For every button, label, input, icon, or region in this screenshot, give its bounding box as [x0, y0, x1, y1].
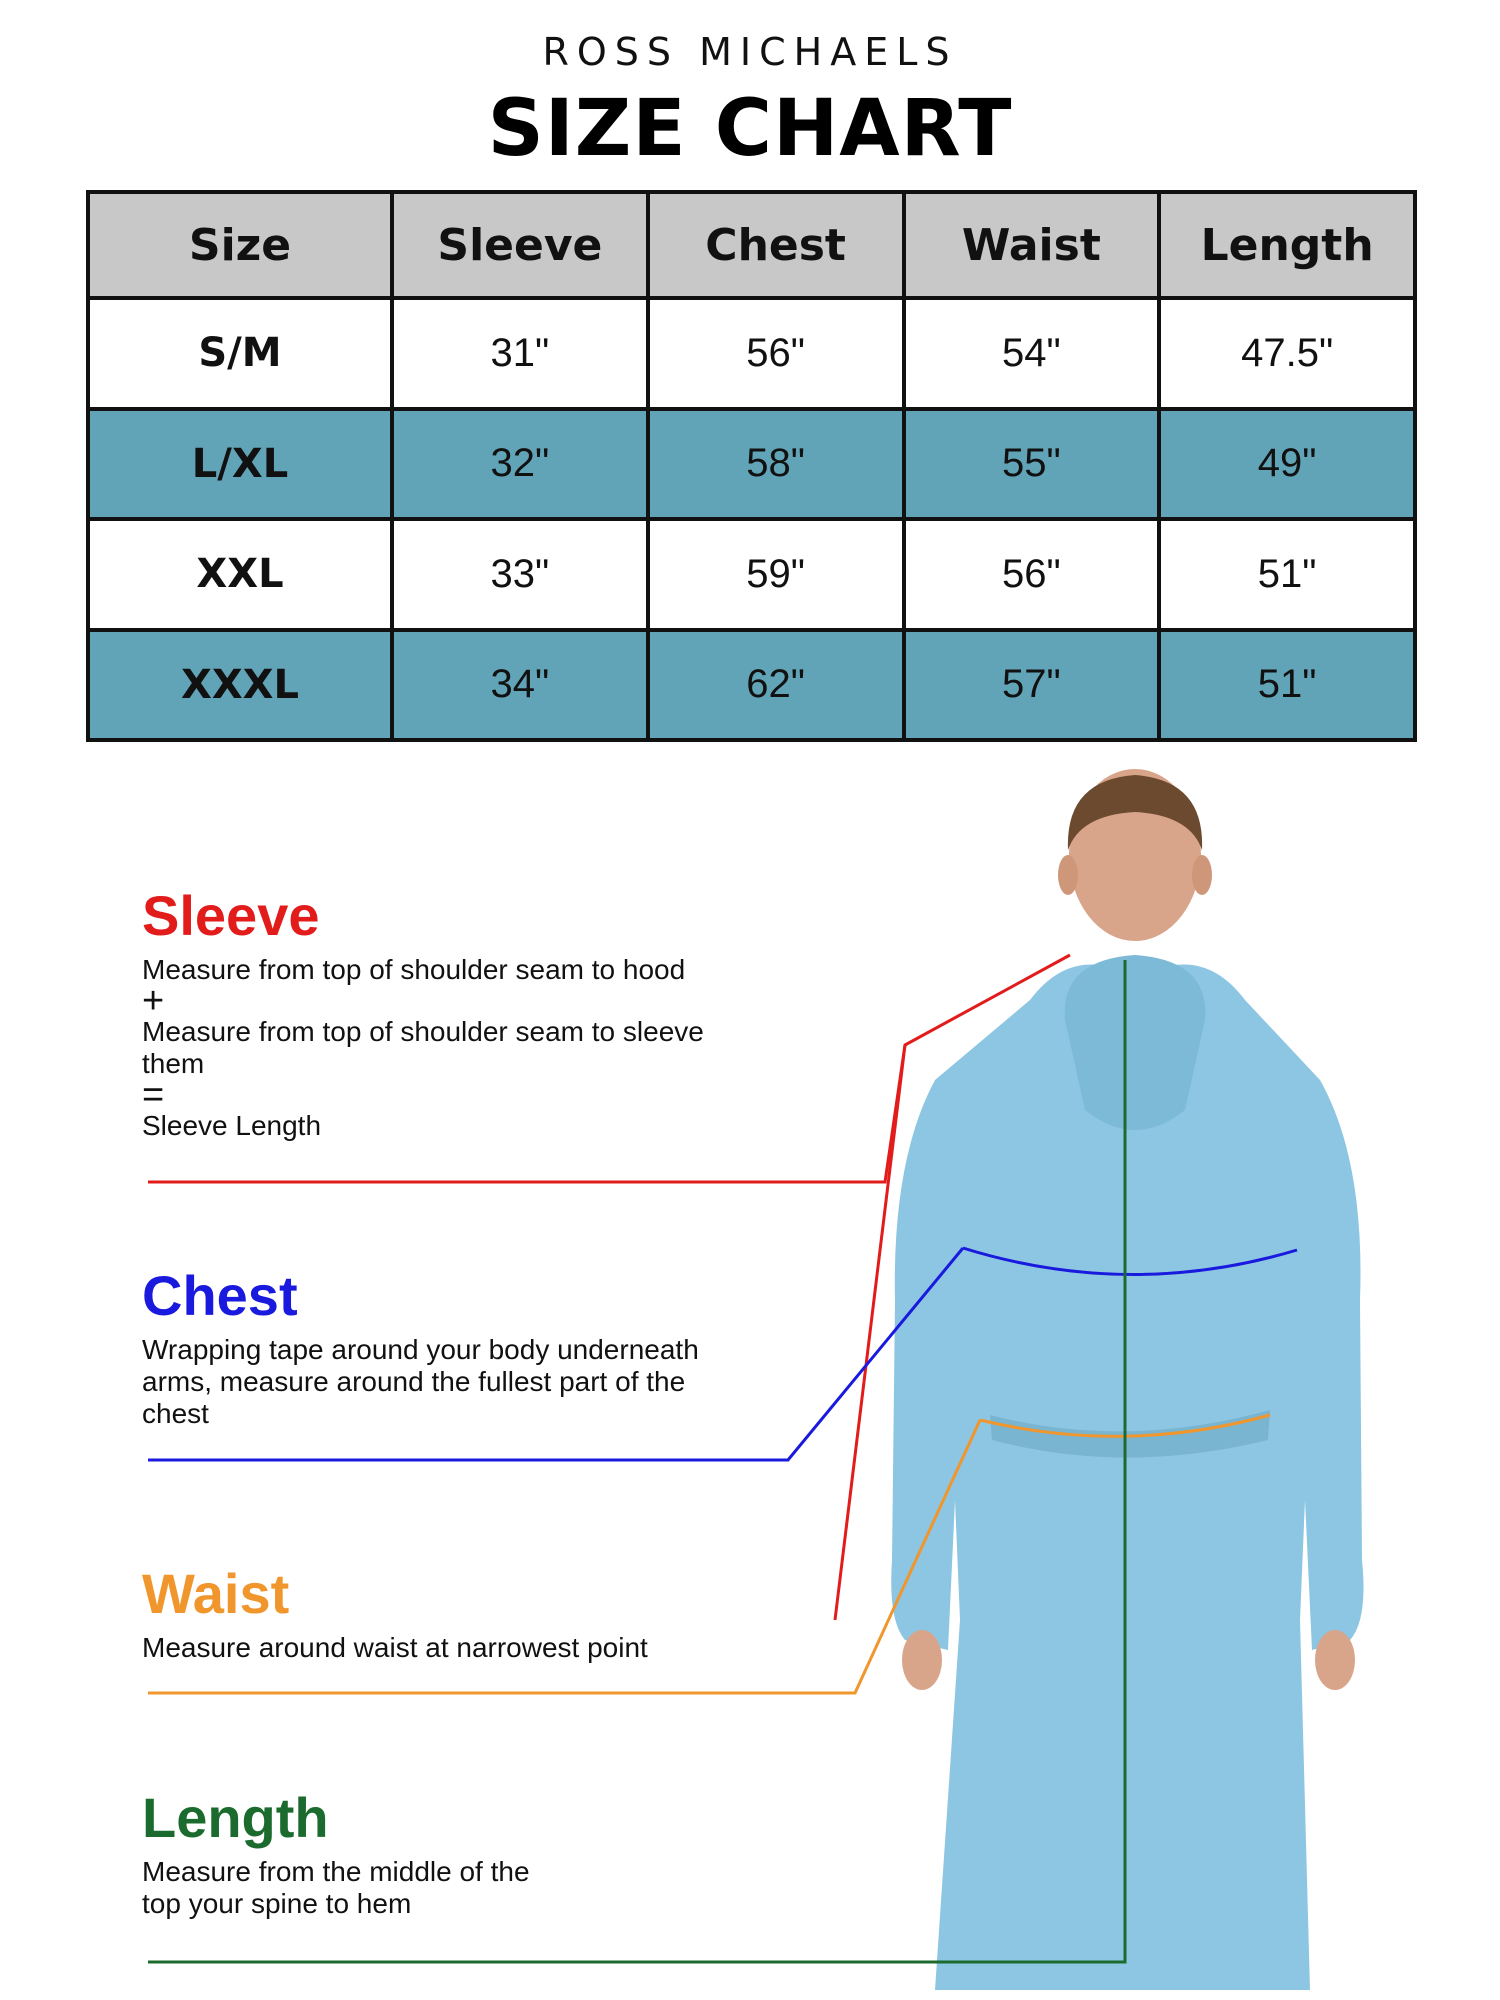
cell-chest: 58"	[648, 409, 904, 520]
chest-description: Wrapping tape around your body underneath arms, measure around the fullest part of the chest	[142, 1334, 699, 1429]
cell-size: S/M	[88, 298, 392, 409]
left-hand	[902, 1630, 942, 1690]
length-description: Measure from the middle of the top your spine to hem	[142, 1856, 530, 1919]
length-guide	[142, 1786, 782, 1920]
sleeve-guide	[142, 884, 782, 1142]
sleeve-line-3: Sleeve Length	[142, 1110, 322, 1141]
table-row	[88, 519, 1415, 630]
cell-sleeve: 34"	[392, 630, 648, 741]
equals-sign: =	[142, 1074, 165, 1116]
table-row	[88, 630, 1415, 741]
sleeve-heading: Sleeve	[142, 884, 320, 947]
brand-name: ROSS MICHAELS	[542, 30, 958, 74]
cell-length: 51"	[1159, 519, 1415, 630]
cell-waist: 57"	[904, 630, 1160, 741]
chest-guide	[142, 1264, 782, 1430]
robe-hood	[1065, 955, 1206, 1130]
waist-heading: Waist	[142, 1562, 290, 1625]
header-sleeve: Sleeve	[392, 192, 648, 298]
sleeve-line-2: Measure from top of shoulder seam to sleeve them	[142, 1016, 704, 1079]
cell-length: 49"	[1159, 409, 1415, 520]
table-row	[88, 298, 1415, 409]
waist-guide	[142, 1562, 782, 1664]
size-table	[86, 190, 1417, 742]
cell-sleeve: 33"	[392, 519, 648, 630]
waist-description: Measure around waist at narrowest point	[142, 1632, 648, 1663]
cell-waist: 55"	[904, 409, 1160, 520]
cell-chest: 59"	[648, 519, 904, 630]
table-header-row	[88, 192, 1415, 298]
cell-chest: 62"	[648, 630, 904, 741]
cell-waist: 54"	[904, 298, 1160, 409]
cell-sleeve: 32"	[392, 409, 648, 520]
plus-sign: +	[142, 980, 165, 1022]
chest-heading: Chest	[142, 1264, 298, 1327]
cell-size: L/XL	[88, 409, 392, 520]
cell-sleeve: 31"	[392, 298, 648, 409]
right-hand	[1315, 1630, 1355, 1690]
header-size: Size	[88, 192, 392, 298]
cell-waist: 56"	[904, 519, 1160, 630]
header-length: Length	[1159, 192, 1415, 298]
sleeve-description	[142, 954, 782, 1142]
table-row	[88, 409, 1415, 520]
right-ear	[1192, 855, 1212, 895]
cell-length: 47.5"	[1159, 298, 1415, 409]
header-waist: Waist	[904, 192, 1160, 298]
left-ear	[1058, 855, 1078, 895]
length-heading: Length	[142, 1786, 329, 1849]
page-title: SIZE CHART	[487, 84, 1013, 174]
cell-size: XXXL	[88, 630, 392, 741]
header-chest: Chest	[648, 192, 904, 298]
cell-size: XXL	[88, 519, 392, 630]
cell-chest: 56"	[648, 298, 904, 409]
cell-length: 51"	[1159, 630, 1415, 741]
sleeve-line-1: Measure from top of shoulder seam to hood	[142, 954, 686, 985]
